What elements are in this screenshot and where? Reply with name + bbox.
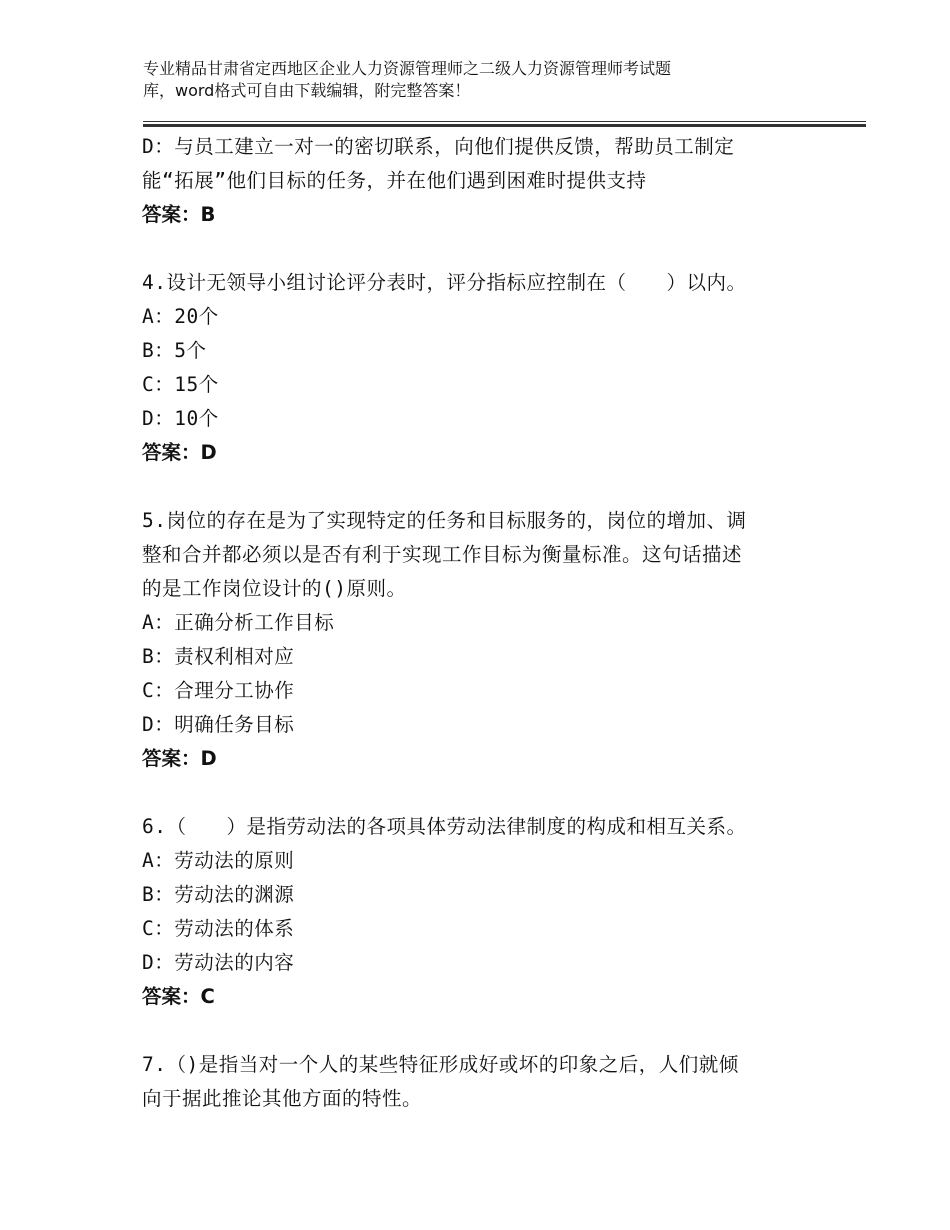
spacer	[142, 232, 832, 266]
header-divider	[143, 121, 866, 127]
option-d: D：明确任务目标	[142, 713, 295, 736]
answer: 答案：C	[142, 985, 215, 1008]
question-stem-continued: 向于据此推论其他方面的特性。	[142, 1087, 423, 1110]
option-b: B：5个	[142, 339, 207, 362]
page-header	[143, 58, 843, 102]
answer: 答案：D	[142, 747, 217, 770]
header-title-line-2: 库，word格式可自由下载编辑，附完整答案！	[143, 81, 471, 100]
answer: 答案：B	[142, 203, 216, 226]
option-a: A：正确分析工作目标	[142, 611, 335, 634]
option-a: A：劳动法的原则	[142, 849, 295, 872]
question-5	[142, 504, 832, 776]
answer: 答案：D	[142, 441, 217, 464]
option-b: B：责权利相对应	[142, 645, 295, 668]
option-c: C：15个	[142, 373, 219, 396]
question-3-tail	[142, 130, 832, 232]
option-c: C：合理分工协作	[142, 679, 295, 702]
question-stem: 5.岗位的存在是为了实现特定的任务和目标服务的，岗位的增加、调	[142, 509, 747, 532]
question-6	[142, 810, 832, 1014]
option-c: C：劳动法的体系	[142, 917, 295, 940]
question-stem-continued: 的是工作岗位设计的()原则。	[142, 577, 407, 600]
question-stem: 6.（ ）是指劳动法的各项具体劳动法律制度的构成和相互关系。	[142, 815, 747, 838]
spacer	[142, 470, 832, 504]
option-b: B：劳动法的渊源	[142, 883, 295, 906]
header-title-line-1: 专业精品甘肃省定西地区企业人力资源管理师之二级人力资源管理师考试题	[143, 59, 672, 78]
question-stem-continued: 整和合并都必须以是否有利于实现工作目标为衡量标准。这句话描述	[142, 543, 743, 566]
option-d: D：劳动法的内容	[142, 951, 295, 974]
option-a: A：20个	[142, 305, 219, 328]
option-d: D：10个	[142, 407, 219, 430]
option-d: D：与员工建立一对一的密切联系，向他们提供反馈，帮助员工制定	[142, 135, 735, 158]
question-list	[142, 130, 832, 1116]
spacer	[142, 776, 832, 810]
question-4	[142, 266, 832, 470]
question-stem: 7.（)是指当对一个人的某些特征形成好或坏的印象之后，人们就倾	[142, 1053, 739, 1076]
question-stem: 4.设计无领导小组讨论评分表时，评分指标应控制在（ ）以内。	[142, 271, 747, 294]
question-7	[142, 1048, 832, 1116]
option-d-continued: 能“拓展”他们目标的任务，并在他们遇到困难时提供支持	[142, 169, 647, 192]
spacer	[142, 1014, 832, 1048]
